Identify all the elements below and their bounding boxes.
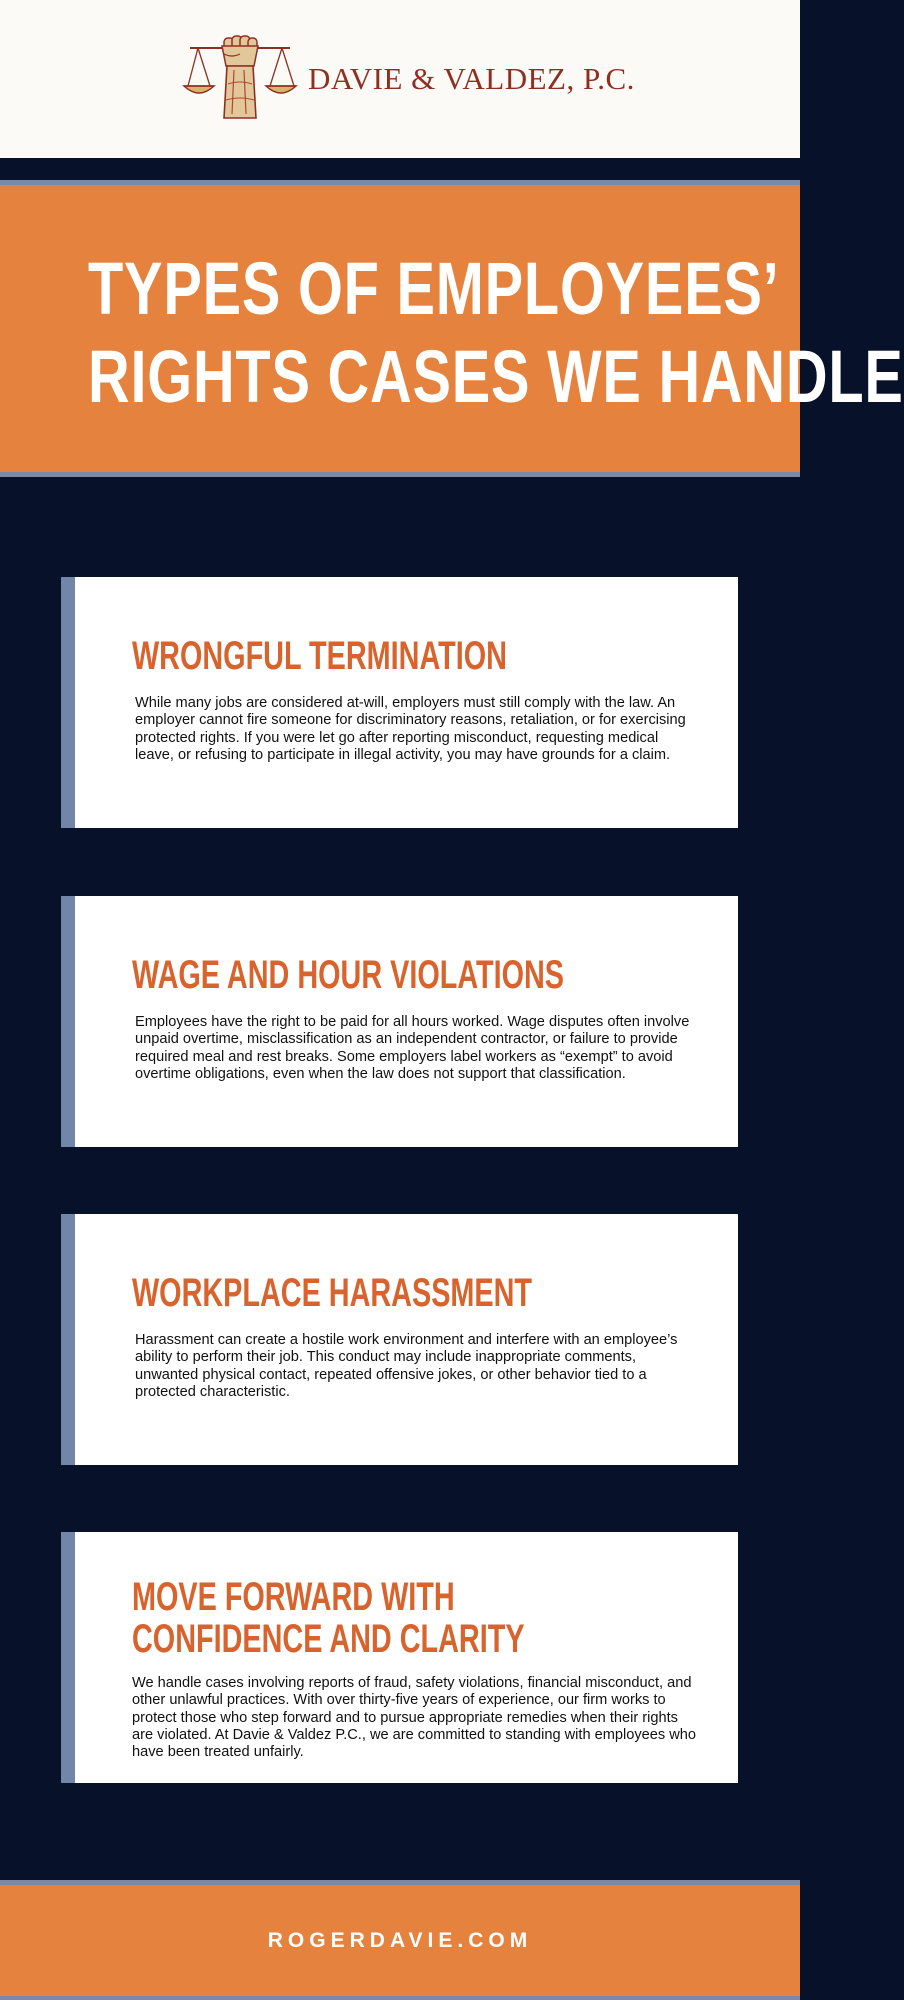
case-card-heading: WAGE AND HOUR VIOLATIONS (132, 953, 564, 997)
case-card-move-forward (61, 1532, 738, 1783)
firm-name: DAVIE & VALDEZ, P.C. (308, 61, 635, 96)
scales-of-justice-fist-icon (180, 34, 300, 124)
case-card-body: While many jobs are considered at-will, employers must still comply with the law. An employer cannot fire someone for discriminatory reasons, retaliation, or for exercising protected rights. If you were let go after reporting misconduct, requesting medical leave, or refusing to participate in illegal activity, you may have grounds for a claim. (135, 695, 686, 763)
page-title (88, 245, 904, 421)
logo[interactable] (180, 34, 635, 124)
case-card-heading: WRONGFUL TERMINATION (132, 634, 507, 678)
title-banner (0, 180, 904, 477)
case-card-body: Employees have the right to be paid for all hours worked. Wage disputes often involve unpaid overtime, misclassification as an independent contractor, or failure to provide required meal and rest breaks. Some employers label workers as “exempt” to avoid overtime obligations, even when the law does not support that classification. (135, 1014, 690, 1082)
website-link[interactable]: ROGERDAVIE.COM (267, 1929, 533, 1952)
footer-banner (0, 1880, 800, 2000)
case-card-heading: MOVE FORWARD WITH CONFIDENCE AND CLARITY (132, 1575, 525, 1661)
case-card-wrongful-termination (61, 577, 738, 828)
page-title-line-2: RIGHTS CASES WE HANDLE (88, 335, 904, 418)
case-card-body: Harassment can create a hostile work environment and interfere with an employee’s ability to perform their job. This conduct may include inappropriate comments, unwanted physical contact, repeated offensive jokes, or other behavior tied to a protected characteristic. (135, 1332, 678, 1400)
case-card-workplace-harassment (61, 1214, 738, 1465)
page-title-line-1: TYPES OF EMPLOYEES’ (88, 247, 780, 330)
case-card-wage-and-hour (61, 896, 738, 1147)
header (0, 0, 800, 158)
case-card-body: We handle cases involving reports of fraud, safety violations, financial misconduct, and other unlawful practices. With over thirty-five years of experience, our firm works to protect those who step forward and to pursue appropriate remedies when their rights are violated. At Davie & Valdez P.C., we are committed to standing with employees who have been treated unfairly. (132, 1675, 697, 1761)
case-card-heading: WORKPLACE HARASSMENT (132, 1271, 532, 1315)
divider-band (0, 158, 800, 180)
